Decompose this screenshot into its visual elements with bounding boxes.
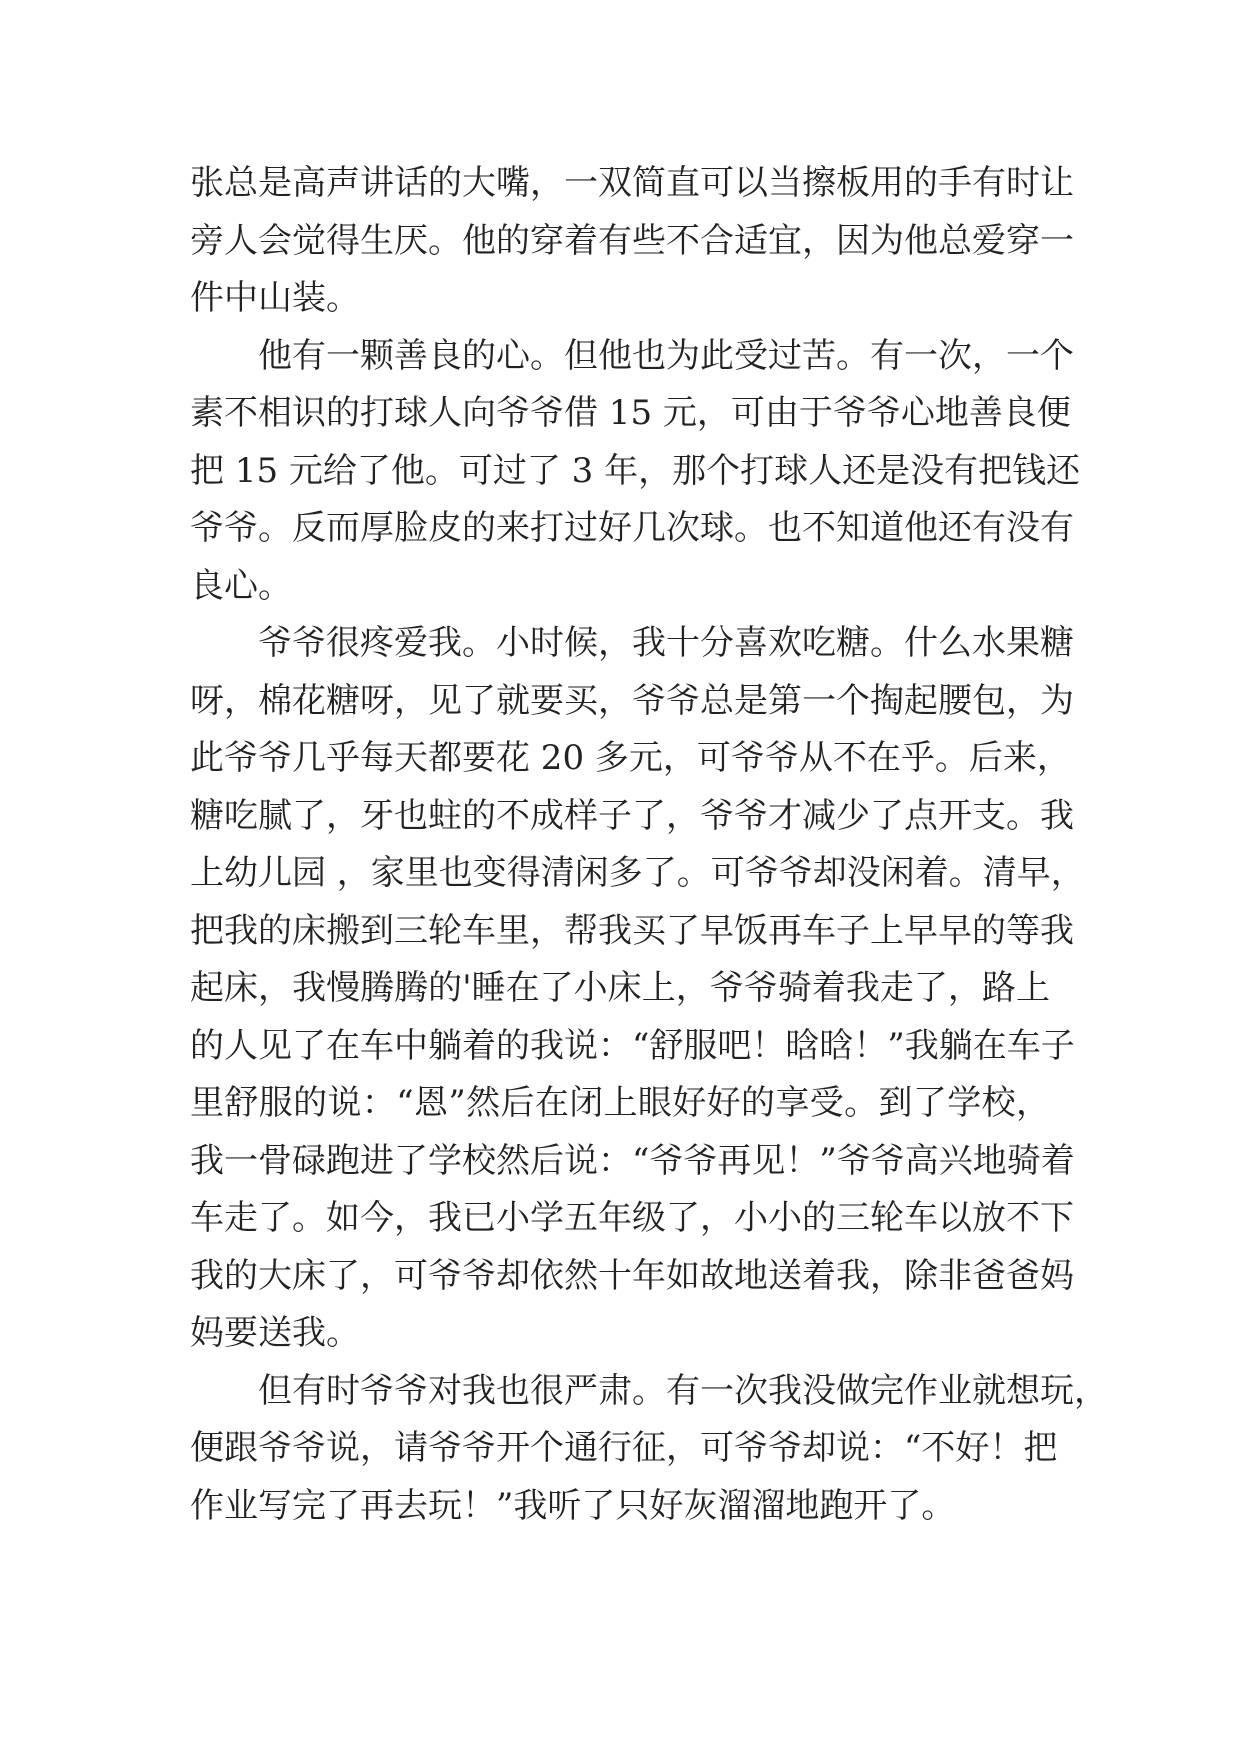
text-line: 里舒服的说：“恩”然后在闭上眼好好的享受。到了学校， bbox=[190, 1083, 1050, 1123]
text-line: 爷爷很疼爱我。小时候，我十分喜欢吃糖。什么水果糖 bbox=[258, 623, 1074, 663]
text-line: 上幼儿园 ，家里也变得清闲多了。可爷爷却没闲着。清早， bbox=[190, 853, 1085, 893]
text-line: 此爷爷几乎每天都要花 20 多元，可爷爷从不在乎。后来， bbox=[190, 738, 1071, 778]
text-line: 把我的床搬到三轮车里，帮我买了早饭再车子上早早的等我 bbox=[190, 910, 1074, 951]
text-line: 我一骨碌跑进了学校然后说：“爷爷再见！”爷爷高兴地骑着 bbox=[190, 1140, 1075, 1181]
text-line: 的人见了在车中躺着的我说：“舒服吧！晗晗！”我躺在车子 bbox=[190, 1025, 1075, 1066]
text-line: 件中山装。 bbox=[190, 278, 360, 318]
text-line: 我的大床了，可爷爷却依然十年如故地送着我，除非爸爸妈 bbox=[190, 1255, 1074, 1296]
text-line: 他有一颗善良的心。但他也为此受过苦。有一次，一个 bbox=[258, 335, 1074, 376]
text-line: 妈要送我。 bbox=[190, 1313, 360, 1353]
text-line: 起床，我慢腾腾的'睡在了小床上，爷爷骑着我走了，路上 bbox=[190, 968, 1050, 1008]
text-line: 把 15 元给了他。可过了 3 年，那个打球人还是没有把钱还 bbox=[190, 450, 1081, 491]
text-line: 素不相识的打球人向爷爷借 15 元，可由于爷爷心地善良便 bbox=[190, 393, 1071, 433]
text-line: 呀，棉花糖呀，见了就要买，爷爷总是第一个掏起腰包，为 bbox=[190, 680, 1074, 721]
text-line: 但有时爷爷对我也很严肃。有一次我没做完作业就想玩， bbox=[258, 1370, 1108, 1411]
text-line: 旁人会觉得生厌。他的穿着有些不合适宜，因为他总爱穿一 bbox=[190, 220, 1074, 261]
text-line: 爷爷。反而厚脸皮的来打过好几次球。也不知道他还有没有 bbox=[190, 508, 1074, 548]
text-line: 张总是高声讲话的大嘴，一双简直可以当擦板用的手有时让 bbox=[190, 163, 1074, 203]
text-line: 良心。 bbox=[190, 565, 292, 606]
text-line: 便跟爷爷说，请爷爷开个通行征，可爷爷却说：“不好！把 bbox=[190, 1428, 1058, 1468]
text-line: 车走了。如今，我已小学五年级了，小小的三轮车以放不下 bbox=[190, 1198, 1074, 1238]
text-line: 作业写完了再去玩！”我听了只好灰溜溜地跑开了。 bbox=[190, 1485, 956, 1526]
essay-body bbox=[190, 155, 1108, 1535]
text-line: 糖吃腻了，牙也蛀的不成样子了，爷爷才减少了点开支。我 bbox=[190, 795, 1074, 836]
